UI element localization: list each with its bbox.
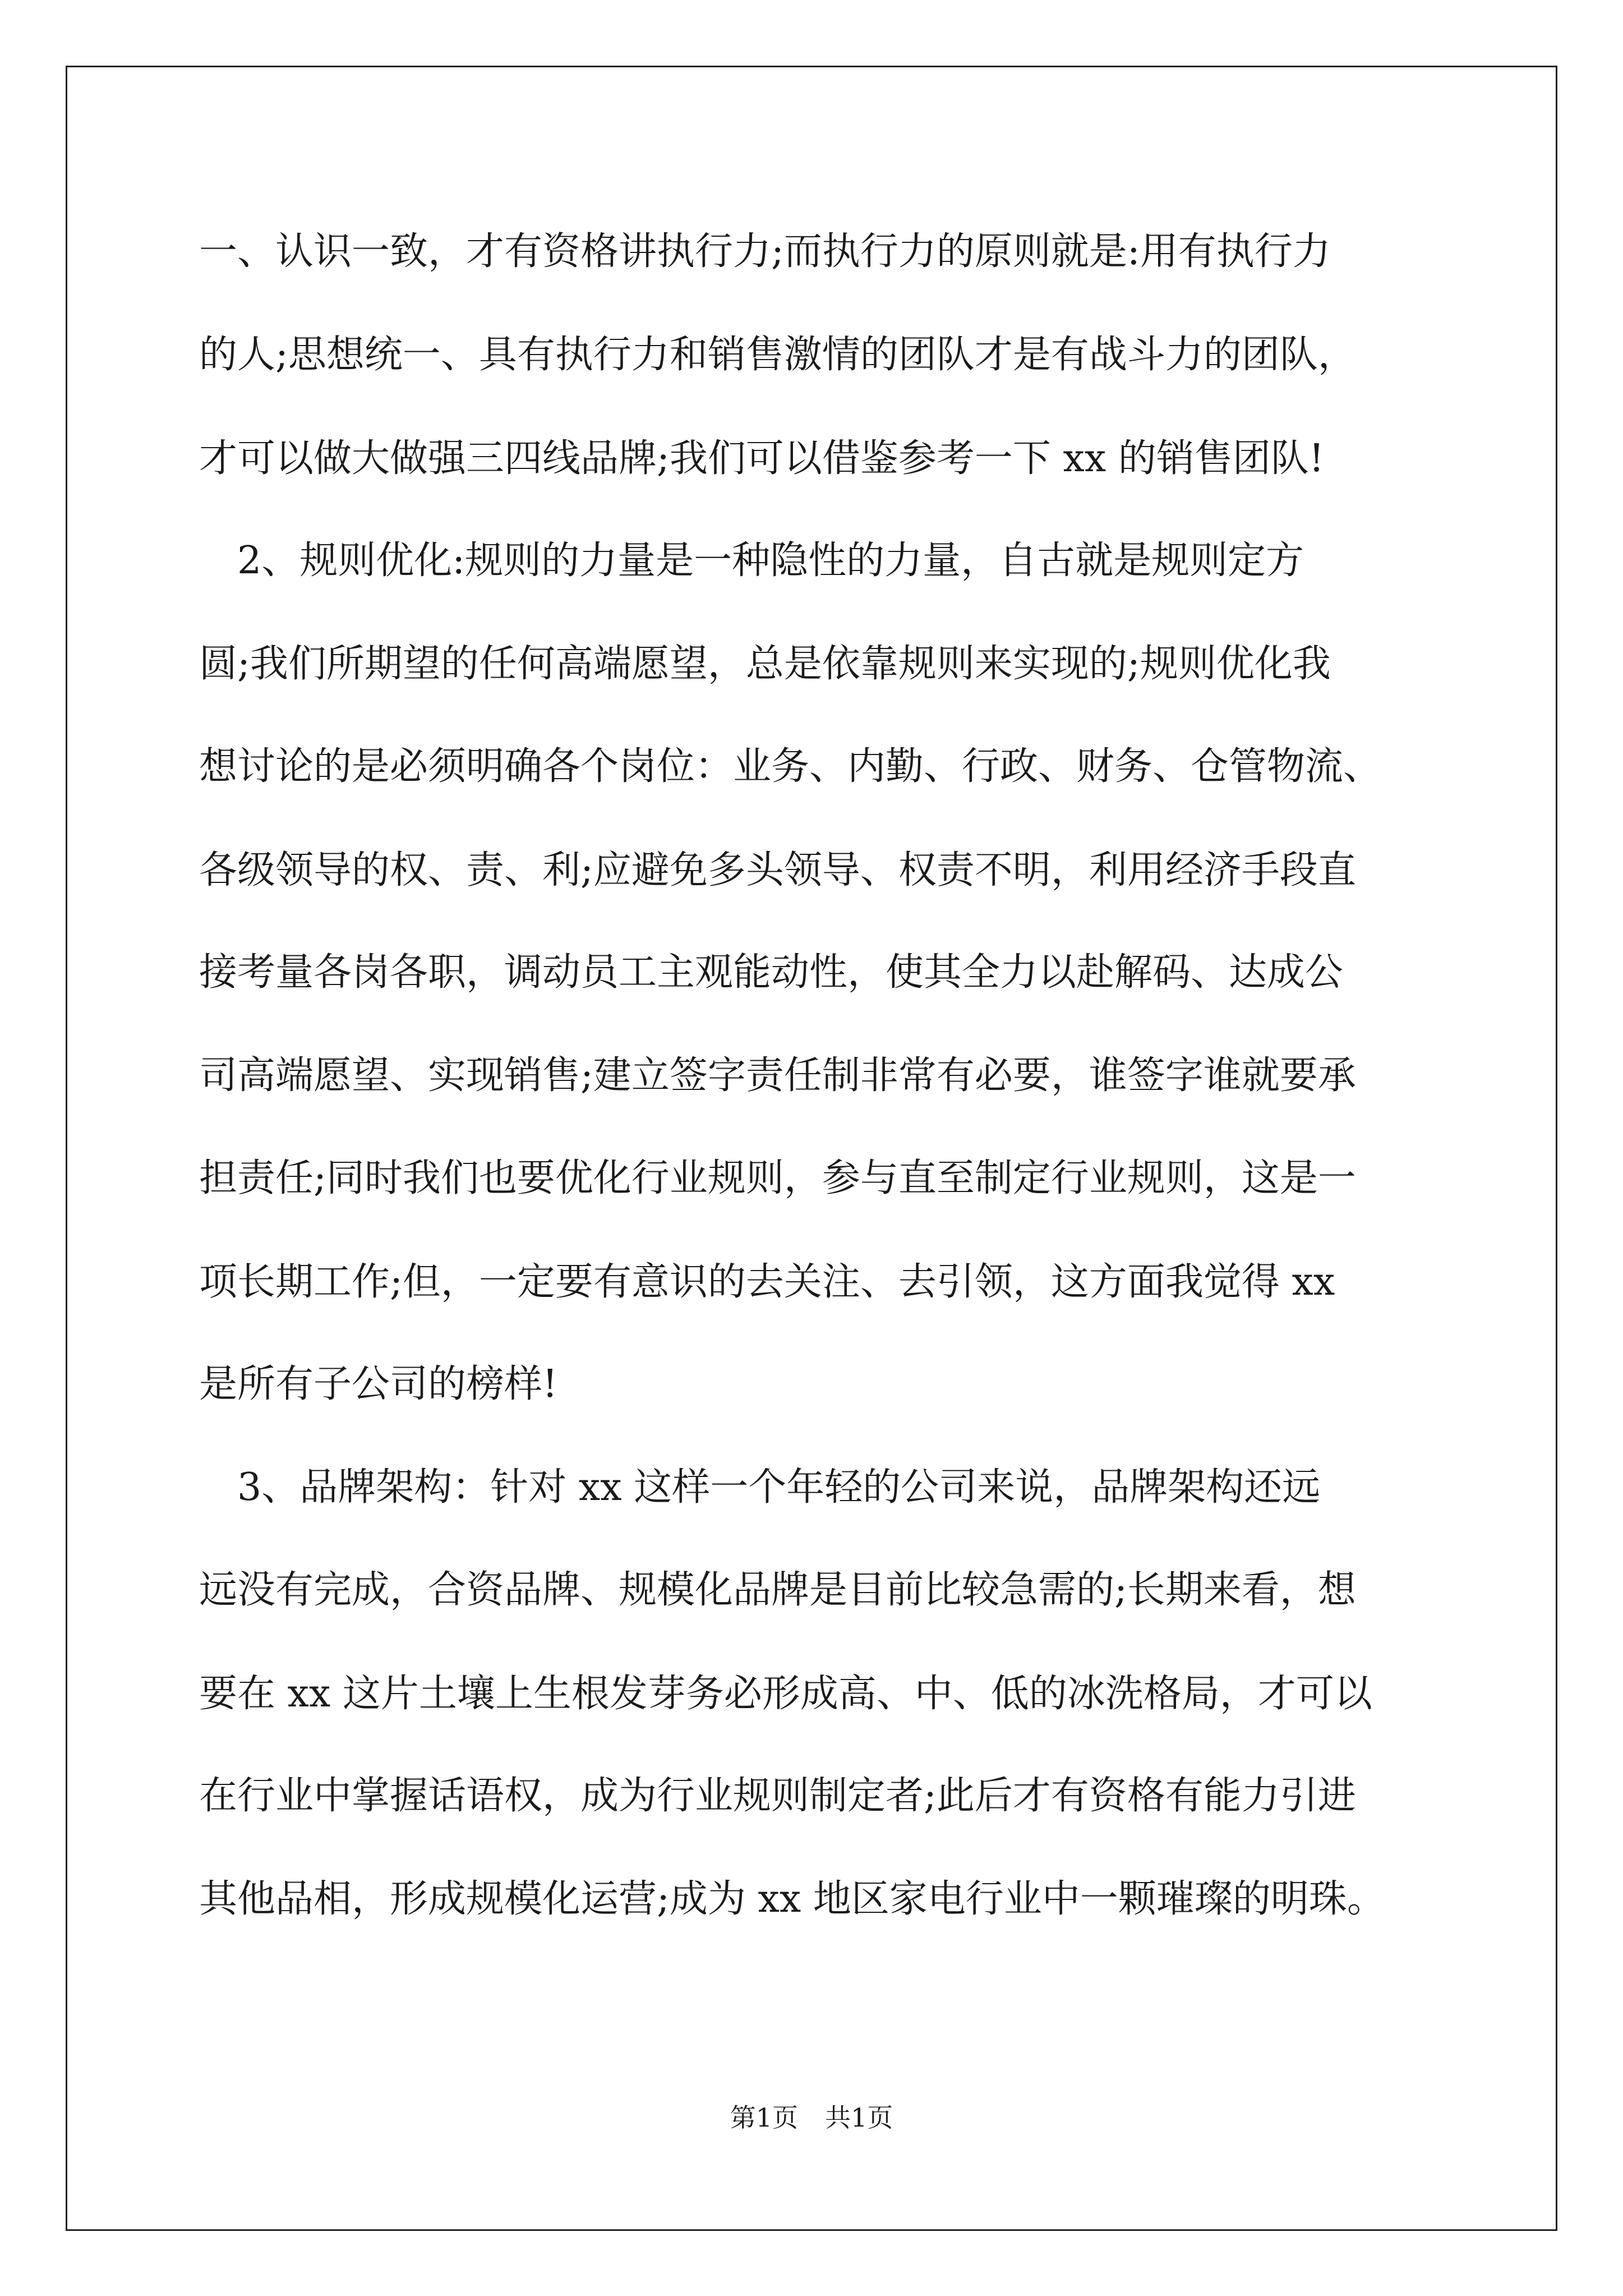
text-line: 是所有子公司的榜样! bbox=[199, 1362, 558, 1406]
text-line: 的人;思想统一、具有执行力和销售激情的团队才是有战斗力的团队， bbox=[199, 333, 1356, 377]
text-line: 司高端愿望、实现销售;建立签字责任制非常有必要，谁签字谁就要承 bbox=[199, 1053, 1356, 1098]
text-line: 圆;我们所期望的任何高端愿望，总是依靠规则来实现的;规则优化我 bbox=[199, 642, 1331, 686]
text-line: 担责任;同时我们也要优化行业规则，参与直至制定行业规则，这是一 bbox=[199, 1156, 1356, 1200]
text-line: 3、品牌架构：针对 xx 这样一个年轻的公司来说，品牌架构还远 bbox=[199, 1465, 1321, 1510]
text-line: 想讨论的是必须明确各个岗位：业务、内勤、行政、财务、仓管物流、 bbox=[199, 744, 1382, 789]
text-line: 其他品相，形成规模化运营;成为 xx 地区家电行业中一颗璀璨的明珠。 bbox=[199, 1877, 1385, 1921]
page-number-total: 共1页 bbox=[825, 2102, 893, 2133]
text-line: 项长期工作;但，一定要有意识的去关注、去引领，这方面我觉得 xx bbox=[199, 1260, 1335, 1304]
page-number-current: 第1页 bbox=[730, 2102, 798, 2133]
text-line: 2、规则优化:规则的力量是一种隐性的力量，自古就是规则定方 bbox=[199, 539, 1304, 583]
text-line: 远没有完成，合资品牌、规模化品牌是目前比较急需的;长期来看，想 bbox=[199, 1568, 1356, 1612]
text-line: 要在 xx 这片土壤上生根发芽务必形成高、中、低的冰洗格局，才可以 bbox=[199, 1672, 1372, 1716]
text-line: 接考量各岗各职，调动员工主观能动性，使其全力以赴解码、达成公 bbox=[199, 950, 1344, 995]
page-footer bbox=[0, 2104, 1623, 2132]
text-line: 在行业中掌握话语权，成为行业规则制定者;此后才有资格有能力引进 bbox=[199, 1774, 1356, 1818]
text-line: 各级领导的权、责、利;应避免多头领导、权责不明，利用经济手段直 bbox=[199, 848, 1356, 892]
text-line: 一、认识一致，才有资格讲执行力;而执行力的原则就是:用有执行力 bbox=[199, 229, 1331, 274]
text-line: 才可以做大做强三四线品牌;我们可以借鉴参考一下 xx 的销售团队! bbox=[199, 436, 1325, 481]
